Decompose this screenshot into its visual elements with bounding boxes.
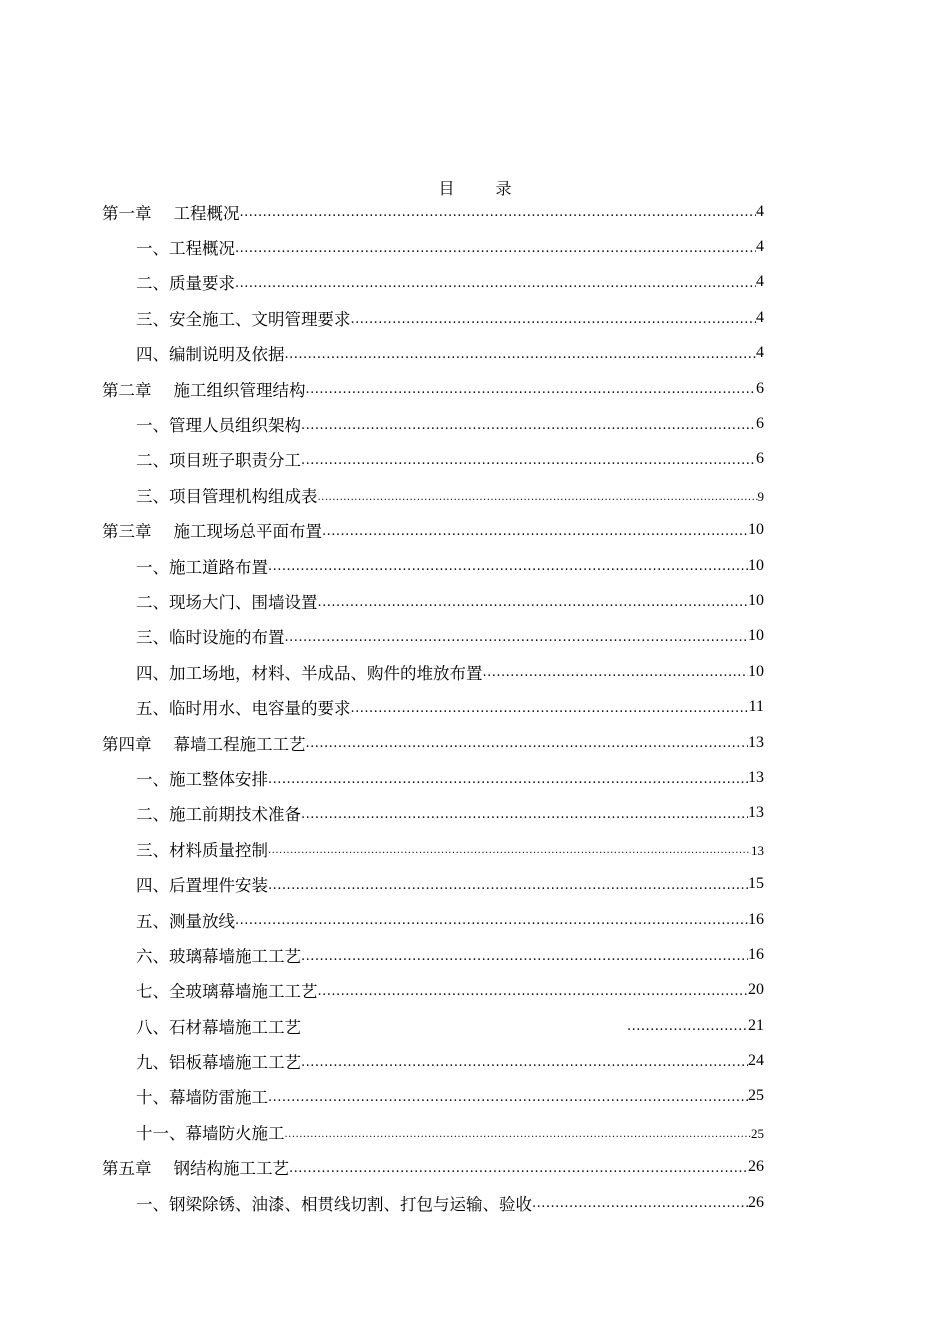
toc-entry-text: 二、项目班子职责分工 <box>136 451 301 471</box>
toc-page-number: 25 <box>751 1125 764 1141</box>
toc-page-number: 4 <box>756 344 764 362</box>
toc-entry-text: 四、加工场地，材料、半成品、购件的堆放布置 <box>136 663 483 683</box>
toc-leader-dots <box>235 241 756 265</box>
toc-leader-dots <box>268 1090 748 1114</box>
toc-entry-text: 三、材料质量控制 <box>136 840 268 860</box>
toc-leader-dots <box>306 382 757 406</box>
toc-page-number: 9 <box>757 488 764 504</box>
toc-section-entry[interactable] <box>102 265 764 300</box>
toc-entry-label <box>136 554 268 578</box>
toc-page-number: 26 <box>748 1193 764 1211</box>
toc-leader-dots <box>285 1129 752 1150</box>
toc-page-number: 13 <box>748 733 764 751</box>
toc-entry-label <box>136 1120 285 1144</box>
toc-section-entry[interactable] <box>102 1185 764 1220</box>
toc-entry-text: 十、幕墙防雷施工 <box>136 1088 268 1108</box>
toc-page-number: 20 <box>748 981 764 999</box>
toc-leader-dots <box>301 949 748 973</box>
toc-page-number: 6 <box>756 415 764 433</box>
toc-entry-text: 一、施工道路布置 <box>136 557 268 577</box>
toc-leader-dots <box>301 807 748 831</box>
toc-leader-dots <box>301 418 756 442</box>
toc-leader-dots <box>285 630 749 654</box>
toc-section-entry[interactable] <box>102 937 764 972</box>
toc-entry-text: 十一、幕墙防火施工 <box>136 1123 285 1143</box>
toc-entry-text: 七、全玻璃幕墙施工工艺 <box>136 982 318 1002</box>
toc-leader-dots <box>351 312 757 336</box>
toc-leader-dots <box>627 1019 748 1043</box>
toc-entry-text: 二、现场大门、围墙设置 <box>136 592 318 612</box>
toc-chapter-number: 第三章 <box>102 522 152 542</box>
toc-entry-label <box>136 872 268 896</box>
toc-entry-label <box>136 624 285 648</box>
toc-leader-dots <box>235 276 756 300</box>
toc-page-number: 11 <box>748 698 764 716</box>
toc-entry-text: 钢结构施工工艺 <box>173 1159 289 1179</box>
toc-section-entry[interactable] <box>102 583 764 618</box>
toc-chapter-number: 第二章 <box>102 380 152 400</box>
toc-section-entry[interactable] <box>102 300 764 335</box>
toc-section-entry[interactable] <box>102 336 764 371</box>
toc-entry-label <box>102 731 306 755</box>
toc-entry-text: 四、后置埋件安装 <box>136 876 268 896</box>
toc-entry-label <box>136 306 351 330</box>
toc-page-number: 26 <box>748 1158 764 1176</box>
toc-leader-dots <box>235 913 748 937</box>
toc-leader-dots <box>306 736 749 760</box>
toc-leader-dots <box>483 665 749 689</box>
toc-leader-dots <box>318 984 749 1008</box>
toc-entry-label <box>136 483 318 507</box>
toc-leader-dots <box>322 524 748 548</box>
toc-chapter-entry[interactable] <box>102 1150 764 1185</box>
toc-entry-label <box>136 412 301 436</box>
toc-entry-label <box>136 447 301 471</box>
toc-leader-dots <box>532 1196 748 1220</box>
toc-entry-label <box>136 589 318 613</box>
toc-page-number: 6 <box>756 379 764 397</box>
toc-entry-label <box>102 518 322 542</box>
toc-page-number: 16 <box>748 945 764 963</box>
toc-leader-dots <box>268 559 748 583</box>
toc-page-number: 6 <box>756 450 764 468</box>
toc-page-number: 25 <box>748 1087 764 1105</box>
toc-entry-label <box>136 1014 301 1038</box>
toc-chapter-number: 第五章 <box>102 1159 152 1179</box>
toc-chapter-entry[interactable] <box>102 513 764 548</box>
toc-page-number: 10 <box>748 662 764 680</box>
toc-entry-text: 五、测量放线 <box>136 911 235 931</box>
toc-title-char: 录 <box>495 179 512 198</box>
toc-entry-label <box>136 766 268 790</box>
toc-leader-dots <box>318 595 749 619</box>
toc-section-entry[interactable] <box>102 1043 764 1078</box>
toc-entry-label <box>136 837 268 861</box>
toc-chapter-entry[interactable] <box>102 371 764 406</box>
toc-section-entry[interactable] <box>102 689 764 724</box>
toc-section-entry[interactable] <box>102 406 764 441</box>
toc-leader-dots <box>268 845 751 866</box>
toc-entry-label <box>136 341 285 365</box>
toc-chapter-number: 第四章 <box>102 734 152 754</box>
toc-entry-label <box>136 801 301 825</box>
toc-entry-text: 九、铝板幕墙施工工艺 <box>136 1053 301 1073</box>
toc-leader-dots <box>301 453 756 477</box>
toc-page-number: 4 <box>756 202 764 220</box>
toc-entry-text: 三、临时设施的布置 <box>136 628 285 648</box>
table-of-contents <box>102 194 764 1220</box>
toc-entry-label <box>136 978 318 1002</box>
toc-section-entry[interactable] <box>102 796 764 831</box>
toc-section-entry[interactable] <box>102 760 764 795</box>
toc-entry-text: 六、玻璃幕墙施工工艺 <box>136 946 301 966</box>
toc-entry-label <box>136 908 235 932</box>
toc-entry-text: 施工现场总平面布置 <box>173 522 322 542</box>
toc-section-entry[interactable] <box>102 229 764 264</box>
toc-entry-text: 二、施工前期技术准备 <box>136 805 301 825</box>
toc-section-entry[interactable] <box>102 477 764 512</box>
toc-page-number: 24 <box>748 1052 764 1070</box>
toc-section-entry[interactable] <box>102 654 764 689</box>
toc-chapter-entry[interactable] <box>102 725 764 760</box>
toc-entry-label <box>102 1155 289 1179</box>
toc-leader-dots <box>289 1161 748 1185</box>
toc-entry-text: 八、石材幕墙施工工艺 <box>136 1017 301 1037</box>
toc-page-number: 10 <box>748 591 764 609</box>
toc-entry-text: 一、工程概况 <box>136 239 235 259</box>
toc-entry-label <box>136 660 483 684</box>
toc-entry-label <box>102 200 240 224</box>
toc-entry-text: 工程概况 <box>173 203 240 223</box>
toc-leader-dots <box>351 701 749 725</box>
toc-page-number: 13 <box>751 842 764 858</box>
toc-entry-text: 五、临时用水、电容量的要求 <box>136 699 351 719</box>
toc-leader-dots <box>285 347 757 371</box>
toc-page-number: 4 <box>756 238 764 256</box>
toc-page-number: 10 <box>748 627 764 645</box>
toc-entry-text: 三、安全施工、文明管理要求 <box>136 309 351 329</box>
toc-section-entry[interactable] <box>102 1079 764 1114</box>
toc-section-entry[interactable] <box>102 619 764 654</box>
toc-entry-text: 四、编制说明及依据 <box>136 345 285 365</box>
toc-entry-label <box>136 943 301 967</box>
toc-section-entry[interactable] <box>102 442 764 477</box>
toc-section-entry[interactable] <box>102 902 764 937</box>
toc-leader-dots <box>268 878 748 902</box>
toc-chapter-number: 第一章 <box>102 203 152 223</box>
toc-page-number: 21 <box>748 1016 764 1034</box>
toc-entry-label <box>136 695 351 719</box>
toc-leader-dots <box>268 772 748 796</box>
toc-section-entry[interactable] <box>102 1114 764 1149</box>
toc-entry-label <box>102 377 306 401</box>
toc-entry-label <box>136 235 235 259</box>
toc-section-entry[interactable] <box>102 973 764 1008</box>
toc-page-number: 4 <box>756 308 764 326</box>
toc-chapter-entry[interactable] <box>102 194 764 229</box>
toc-section-entry[interactable] <box>102 548 764 583</box>
toc-entry-text: 幕墙工程施工工艺 <box>173 734 306 754</box>
toc-entry-label <box>136 1049 301 1073</box>
toc-title-char: 目 <box>438 179 455 198</box>
toc-page-number: 15 <box>748 875 764 893</box>
toc-page-number: 10 <box>748 556 764 574</box>
toc-page-number: 13 <box>748 804 764 822</box>
toc-entry-text: 一、钢梁除锈、油漆、相贯线切割、打包与运输、验收 <box>136 1194 532 1214</box>
toc-page-number: 16 <box>748 910 764 928</box>
toc-entry-text: 一、施工整体安排 <box>136 769 268 789</box>
toc-leader-dots <box>240 205 757 229</box>
toc-entry-label <box>136 1084 268 1108</box>
toc-entry-text: 三、项目管理机构组成表 <box>136 486 318 506</box>
toc-entry-text: 二、质量要求 <box>136 274 235 294</box>
toc-entry-label <box>136 270 235 294</box>
toc-page-number: 4 <box>756 273 764 291</box>
toc-page-number: 13 <box>748 768 764 786</box>
toc-section-entry[interactable] <box>102 831 764 866</box>
toc-page-number: 10 <box>748 521 764 539</box>
toc-section-entry[interactable] <box>102 866 764 901</box>
toc-section-entry[interactable] <box>102 1008 764 1043</box>
toc-leader-dots <box>301 1055 748 1079</box>
toc-entry-text: 施工组织管理结构 <box>173 380 306 400</box>
toc-entry-text: 一、管理人员组织架构 <box>136 416 301 436</box>
toc-leader-dots <box>318 492 758 513</box>
toc-entry-label <box>136 1191 532 1215</box>
